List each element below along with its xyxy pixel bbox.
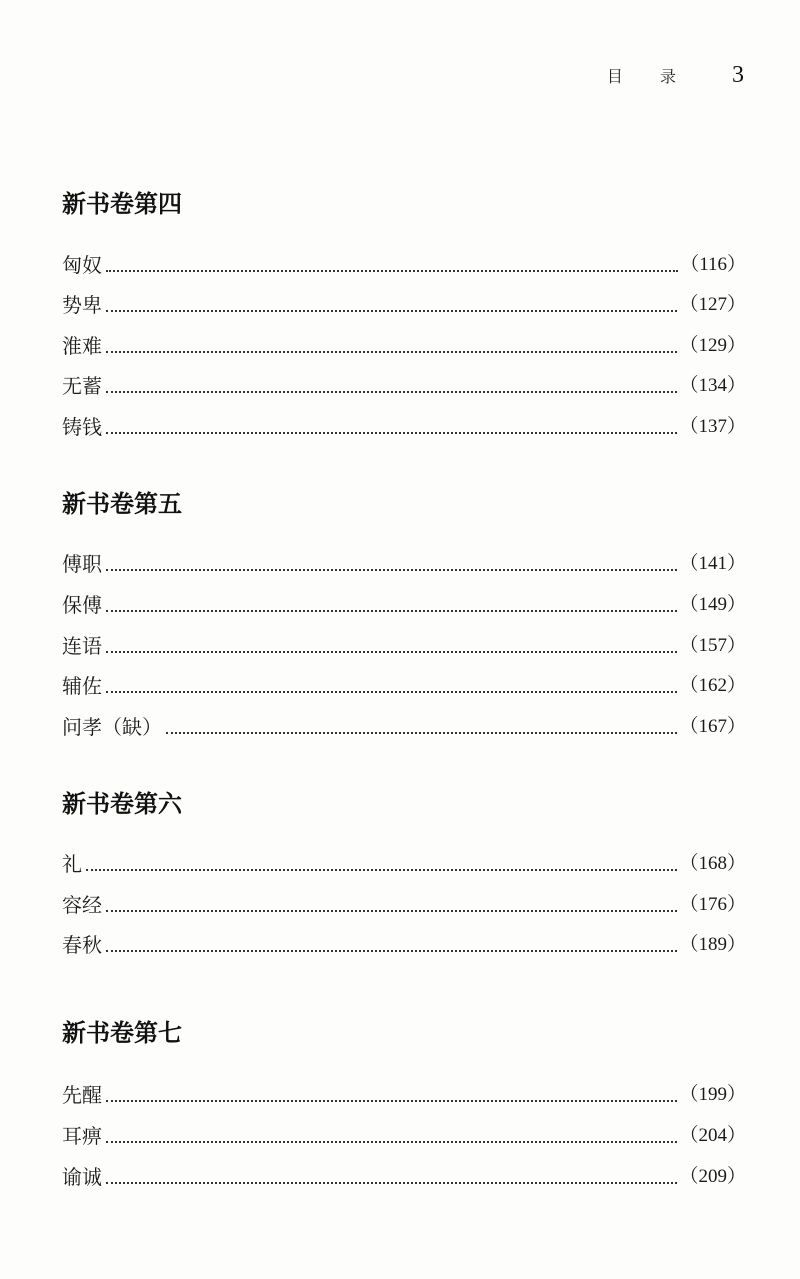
toc-entry[interactable] bbox=[62, 890, 746, 920]
toc-entry[interactable] bbox=[62, 250, 746, 280]
entry-title: 谕诚 bbox=[62, 1165, 102, 1189]
toc-entry[interactable] bbox=[62, 930, 746, 960]
toc-section-4 bbox=[62, 186, 746, 222]
dot-leader bbox=[106, 432, 677, 434]
toc-entry[interactable] bbox=[62, 331, 746, 361]
entry-title: 保傅 bbox=[62, 593, 102, 617]
dot-leader bbox=[106, 569, 677, 571]
entry-title: 傅职 bbox=[62, 552, 102, 576]
section-title: 新书卷第五 bbox=[62, 489, 182, 518]
dot-leader bbox=[106, 910, 677, 912]
toc-entry[interactable] bbox=[62, 412, 746, 442]
toc-section-5 bbox=[62, 486, 746, 522]
toc-entry[interactable] bbox=[62, 849, 746, 879]
dot-leader bbox=[106, 1100, 677, 1102]
dot-leader bbox=[106, 310, 677, 312]
dot-leader bbox=[106, 691, 677, 693]
toc-section-7 bbox=[62, 1015, 746, 1051]
dot-leader bbox=[106, 610, 677, 612]
entry-title: 春秋 bbox=[62, 933, 102, 957]
section-title: 新书卷第四 bbox=[62, 189, 182, 218]
entry-page: （141） bbox=[679, 553, 746, 574]
running-head-title: 目 录 bbox=[606, 67, 692, 86]
entry-title: 先醒 bbox=[62, 1083, 102, 1107]
entry-title: 问孝（缺） bbox=[62, 715, 162, 739]
page-number: 3 bbox=[732, 62, 744, 88]
dot-leader bbox=[106, 950, 677, 952]
entry-page: （129） bbox=[679, 335, 746, 356]
dot-leader bbox=[166, 732, 677, 734]
toc-entry[interactable] bbox=[62, 712, 746, 742]
dot-leader bbox=[106, 1182, 677, 1184]
entry-title: 容经 bbox=[62, 893, 102, 917]
toc-entry[interactable] bbox=[62, 549, 746, 579]
entry-page: （134） bbox=[679, 375, 746, 396]
dot-leader bbox=[86, 869, 677, 871]
entry-title: 匈奴 bbox=[62, 253, 102, 277]
section-title: 新书卷第七 bbox=[62, 1018, 182, 1047]
entry-title: 淮难 bbox=[62, 334, 102, 358]
toc-entry[interactable] bbox=[62, 590, 746, 620]
toc-entry[interactable] bbox=[62, 1080, 746, 1110]
toc-entry[interactable] bbox=[62, 631, 746, 661]
toc-entry[interactable] bbox=[62, 1162, 746, 1192]
dot-leader bbox=[106, 391, 677, 393]
dot-leader bbox=[106, 351, 677, 353]
toc-entry[interactable] bbox=[62, 290, 746, 320]
dot-leader bbox=[106, 651, 677, 653]
entry-page: （199） bbox=[679, 1084, 746, 1105]
entry-title: 势卑 bbox=[62, 293, 102, 317]
entry-page: （137） bbox=[679, 416, 746, 437]
section-title: 新书卷第六 bbox=[62, 789, 182, 818]
entry-title: 耳痹 bbox=[62, 1124, 102, 1148]
toc-entry[interactable] bbox=[62, 371, 746, 401]
entry-title: 辅佐 bbox=[62, 674, 102, 698]
entry-title: 礼 bbox=[62, 852, 82, 876]
entry-page: （157） bbox=[679, 635, 746, 656]
entry-page: （127） bbox=[679, 294, 746, 315]
entry-title: 无蓄 bbox=[62, 374, 102, 398]
dot-leader bbox=[106, 1141, 677, 1143]
entry-page: （204） bbox=[679, 1125, 746, 1146]
entry-page: （176） bbox=[679, 894, 746, 915]
entry-page: （167） bbox=[679, 716, 746, 737]
entry-page: （168） bbox=[679, 853, 746, 874]
dot-leader bbox=[106, 270, 678, 272]
entry-page: （149） bbox=[679, 594, 746, 615]
entry-title: 连语 bbox=[62, 634, 102, 658]
entry-title: 铸钱 bbox=[62, 415, 102, 439]
entry-page: （162） bbox=[679, 675, 746, 696]
toc-entry[interactable] bbox=[62, 1121, 746, 1151]
running-head bbox=[607, 62, 744, 89]
toc-entry[interactable] bbox=[62, 671, 746, 701]
entry-page: （116） bbox=[680, 254, 746, 275]
entry-page: （189） bbox=[679, 934, 746, 955]
entry-page: （209） bbox=[679, 1166, 746, 1187]
toc-section-6 bbox=[62, 786, 746, 822]
